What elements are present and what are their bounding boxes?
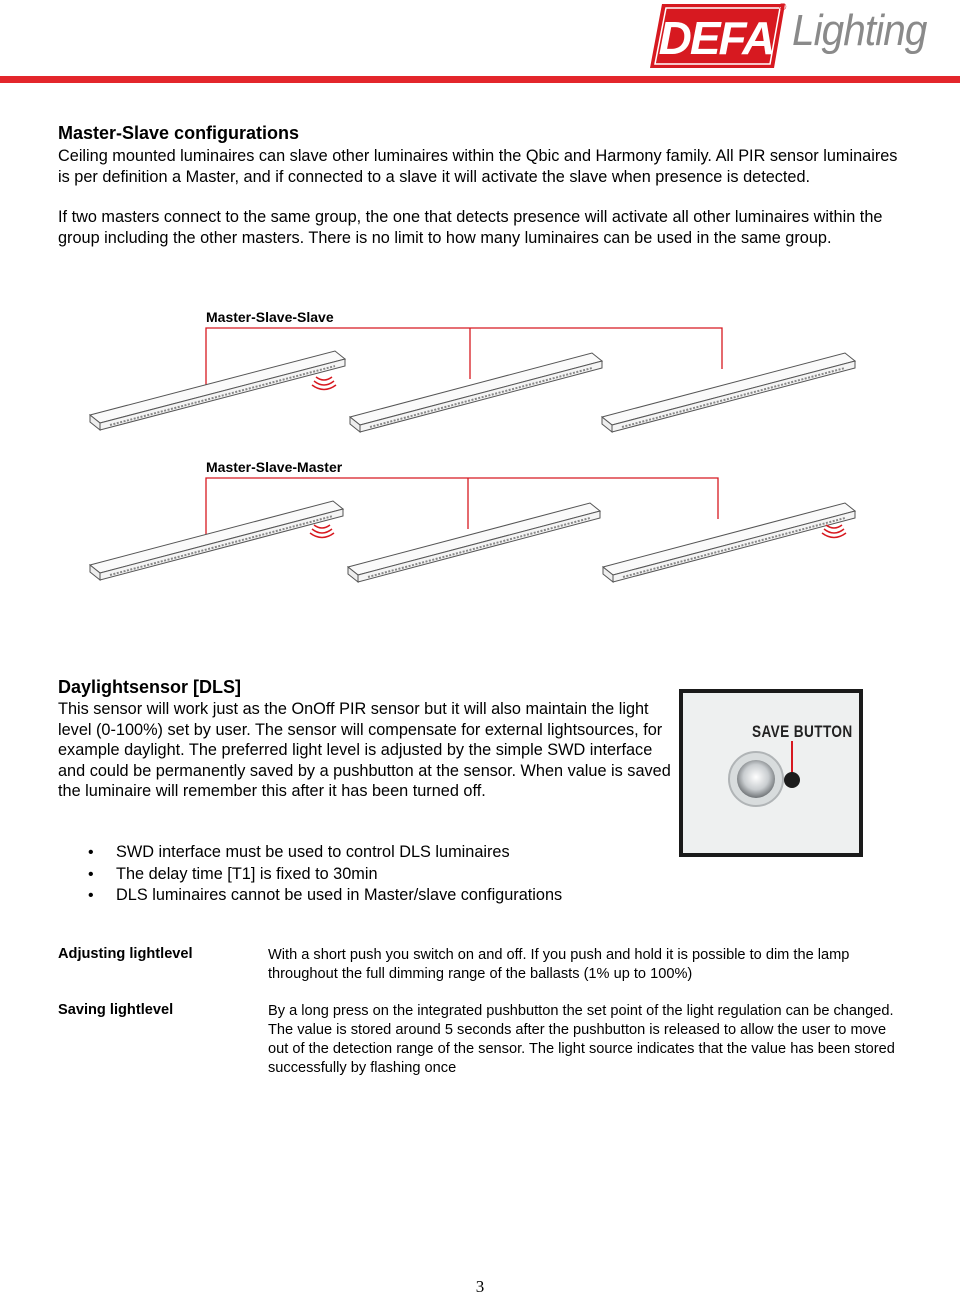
daylight-sensor-heading: Daylightsensor [DLS] <box>58 677 242 697</box>
list-item: • DLS luminaires cannot be used in Master/slave configurations <box>58 885 562 907</box>
bullet-icon: • <box>88 844 94 861</box>
luminaire-1 <box>90 351 345 430</box>
master-slave-slave-diagram <box>0 325 960 440</box>
master-slave-paragraph-2: If two masters connect to the same group, the one that detects presence will activate all other luminaires within the group including the other masters. There is no limit to how many luminaires can be used in the same group. <box>58 208 883 247</box>
master-slave-paragraph-1: Ceiling mounted luminaires can slave other luminaires within the Qbic and Harmony family. All PIR sensor luminaires is per definition a Master, and if connected to a slave it will activate the slave when presence is detected. <box>58 147 898 186</box>
master-slave-master-diagram <box>0 475 960 590</box>
luminaire-1 <box>90 501 343 580</box>
list-item: • SWD interface must be used to control DLS luminaires <box>58 842 562 864</box>
definition-term: Saving lightlevel <box>58 1002 174 1018</box>
luminaire-2 <box>350 353 602 432</box>
header-rule <box>0 76 960 83</box>
logo-product-text: Lighting <box>792 6 927 55</box>
registered-mark: ® <box>779 2 787 13</box>
defa-logo <box>650 2 785 70</box>
list-item: • The delay time [T1] is fixed to 30min <box>58 864 562 886</box>
definition-term: Adjusting lightlevel <box>58 946 193 962</box>
diagram-label: Master-Slave-Slave <box>206 309 334 325</box>
sensor-waves-icon <box>822 525 846 538</box>
page-number: 3 <box>475 1277 485 1296</box>
dls-bullet-list <box>58 842 562 907</box>
sensor-waves-icon <box>312 377 336 390</box>
logo-brand-text: DEFA <box>658 12 774 64</box>
daylight-sensor-paragraph: This sensor will work just as the OnOff PIR sensor but it will also maintain the light level (0-100%) set by user. The sensor will compensate for external lightsources, for example daylight. The preferred light level is adjusted by the simple SWD interface and could be permanently saved by a pushbutton at the sensor. When value is saved the luminaire will remember this after it has been turned off. <box>58 700 671 800</box>
master-slave-heading: Master-Slave configurations <box>58 123 300 143</box>
save-button-label: SAVE BUTTON <box>752 722 853 741</box>
diagram-label: Master-Slave-Master <box>206 459 343 475</box>
bullet-icon: • <box>88 887 94 904</box>
luminaire-2 <box>348 503 600 582</box>
daylight-sensor-section <box>58 677 673 802</box>
bullet-icon: • <box>88 865 94 883</box>
luminaire-3 <box>602 353 855 432</box>
save-pushbutton-icon <box>784 772 800 788</box>
sensor-waves-icon <box>310 525 334 538</box>
luminaire-3 <box>603 503 855 582</box>
save-button-photo <box>679 689 863 857</box>
master-slave-section <box>58 123 908 248</box>
definition-description: With a short push you switch on and off. If you push and hold it is possible to dim the lamp throughout the full dimming range of the ballasts (1% up to 100%) <box>268 947 850 982</box>
definition-description: By a long press on the integrated pushbutton the set point of the light regulation can be changed. The value is stored around 5 seconds after the pushbutton is released to allow the user to move out of the detection range of the sensor. The light source indicates that the value has been stored successfully by flashing once <box>268 1003 895 1076</box>
